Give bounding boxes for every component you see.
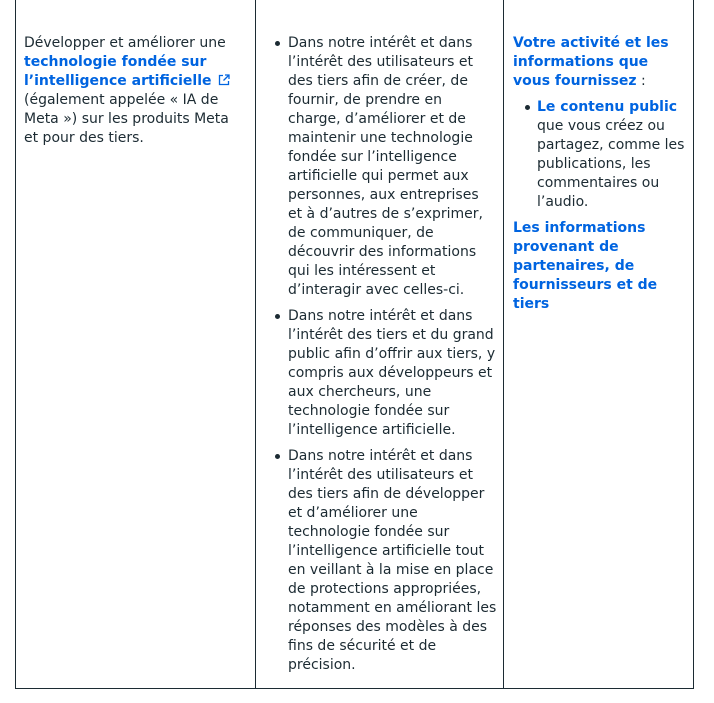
list-item: Dans notre intérêt et dans l’intérêt des utilisateurs et des tiers afin de créer, de fournir, de prendre en charge, d’améliorer et de maintenir une technologie fondée sur l’intelligence artificielle qui permet aux personnes, aux entreprises et à d’autres de s’exprimer, de communiquer, de découvrir des informations qui les intéressent et d’interagir avec celles-ci.	[288, 34, 497, 300]
external-link-icon	[218, 74, 230, 86]
activity-heading: Votre activité et les informations que vous fournissez	[513, 35, 669, 89]
purpose-text-before: Développer et améliorer une	[24, 35, 226, 51]
partners-heading: Les informations provenant de partenaires, de fournisseurs et de tiers	[513, 220, 658, 312]
purpose-text-after: (également appelée « IA de Meta ») sur les produits Meta et pour des tiers.	[24, 92, 229, 146]
legal-basis-table-row	[15, 0, 694, 689]
public-content-description: que vous créez ou partagez, comme les publications, les commentaires ou l’audio.	[537, 118, 685, 210]
activity-list	[513, 98, 687, 212]
list-item	[537, 98, 687, 212]
ai-technology-link[interactable]	[24, 54, 230, 89]
purpose-cell	[16, 0, 256, 688]
legitimate-interest-cell	[256, 0, 504, 688]
activity-heading-block	[513, 34, 687, 91]
data-categories-cell	[504, 0, 693, 688]
interest-list	[288, 34, 497, 675]
public-content-label: Le contenu public	[537, 99, 678, 115]
ai-technology-link-label: technologie fondée sur l’intelligence artificielle	[24, 54, 212, 89]
activity-heading-suffix: :	[636, 73, 646, 89]
list-item: Dans notre intérêt et dans l’intérêt des tiers et du grand public afin d’offrir aux tiers, y compris aux développeurs et aux chercheurs, une technologie fondée sur l’intelligence artificielle.	[288, 308, 496, 438]
list-item: Dans notre intérêt et dans l’intérêt des utilisateurs et des tiers afin de développer et d’améliorer une technologie fondée sur l’intelligence artificielle tout en veillant à la mise en place de protections appropriées, notamment en améliorant les réponses des modèles à des fins de sécurité et de précision.	[288, 448, 497, 673]
